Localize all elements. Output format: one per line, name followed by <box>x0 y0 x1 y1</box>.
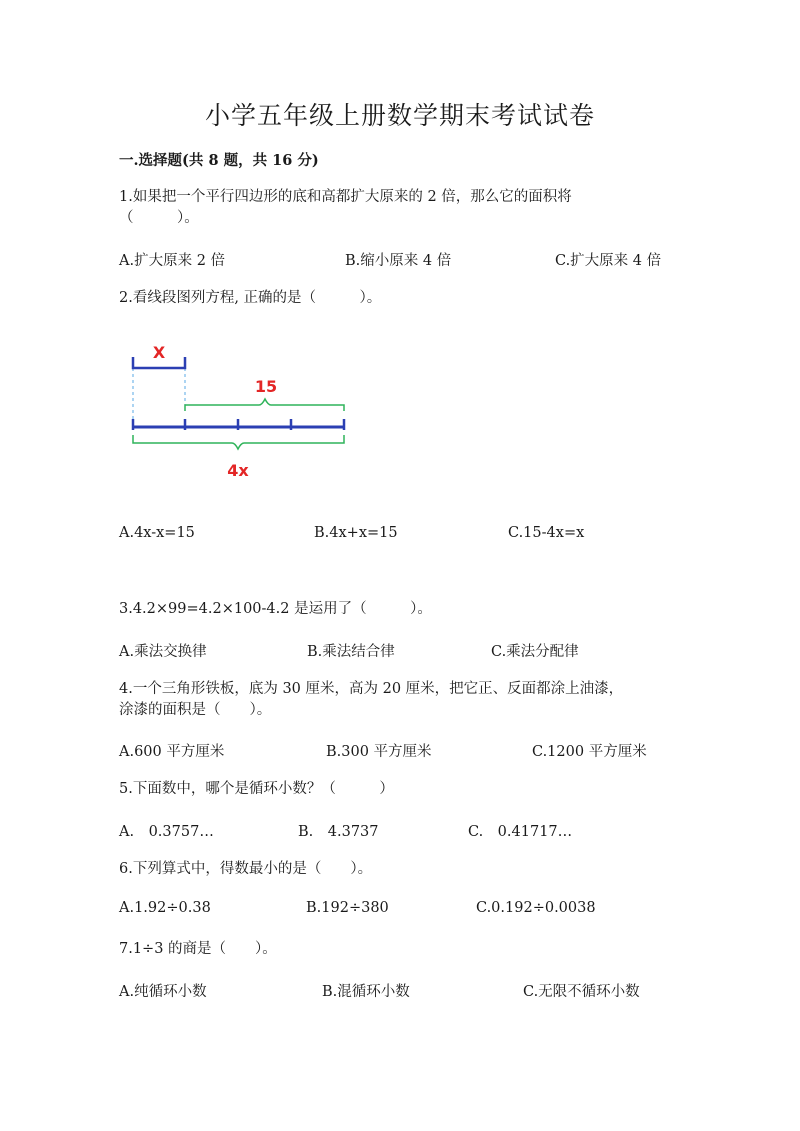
question-text: 5.下面数中，哪个是循环小数？（ ） <box>119 781 394 797</box>
option-b: B.缩小原来 4 倍 <box>345 253 452 269</box>
question-text: 2.看线段图列方程, 正确的是（ ）。 <box>119 290 382 306</box>
option-a: A.600 平方厘米 <box>119 744 225 760</box>
option-b: B.192÷380 <box>306 900 389 916</box>
option-a: A.纯循环小数 <box>119 984 207 1000</box>
option-a: A. 0.3757… <box>119 824 214 840</box>
question-text: 7.1÷3 的商是（ ）。 <box>119 941 277 957</box>
brace-4x <box>133 435 344 449</box>
section-heading: 一.选择题(共 8 题，共 16 分) <box>119 152 319 169</box>
option-a: A.乘法交换律 <box>119 644 207 660</box>
label-4x: 4x <box>227 461 249 480</box>
option-c: C.乘法分配律 <box>491 644 579 660</box>
option-b: B. 4.3737 <box>298 824 379 840</box>
option-c: C.0.192÷0.0038 <box>476 900 596 916</box>
question-text: 6.下列算式中，得数最小的是（ ）。 <box>119 861 373 877</box>
question-3 <box>119 599 432 620</box>
option-c: C.无限不循环小数 <box>523 984 640 1000</box>
option-b: B.4x+x=15 <box>314 525 398 541</box>
question-4 <box>119 679 623 721</box>
question-text: 3.4.2×99=4.2×100-4.2 是运用了（ ）。 <box>119 601 432 617</box>
option-c: C. 0.41717… <box>468 824 573 840</box>
option-a: A.扩大原来 2 倍 <box>119 253 226 269</box>
question-5 <box>119 779 394 800</box>
line-segment-diagram <box>120 335 360 485</box>
question-7 <box>119 939 277 960</box>
option-b: B.300 平方厘米 <box>326 744 432 760</box>
option-b: B.混循环小数 <box>322 984 410 1000</box>
brace-15 <box>185 399 344 411</box>
option-a: A.4x-x=15 <box>119 525 195 541</box>
option-c: C.1200 平方厘米 <box>532 744 647 760</box>
option-a: A.1.92÷0.38 <box>119 900 211 916</box>
question-text: 4.一个三角形铁板，底为 30 厘米，高为 20 厘米，把它正、反面都涂上油漆， <box>119 681 624 697</box>
question-6 <box>119 859 372 880</box>
option-b: B.乘法结合律 <box>307 644 395 660</box>
question-text-cont: （ ）。 <box>119 210 199 226</box>
question-1 <box>119 187 572 229</box>
label-15: 15 <box>254 377 278 396</box>
question-2 <box>119 288 381 309</box>
label-x: X <box>152 343 166 362</box>
page-title: 小学五年级上册数学期末考试试卷 <box>204 101 595 130</box>
question-text: 1.如果把一个平行四边形的底和高都扩大原来的 2 倍，那么它的面积将 <box>119 189 572 205</box>
option-c: C.15-4x=x <box>508 525 585 541</box>
question-text-cont: 涂漆的面积是（ ）。 <box>119 702 272 718</box>
option-c: C.扩大原来 4 倍 <box>555 253 662 269</box>
